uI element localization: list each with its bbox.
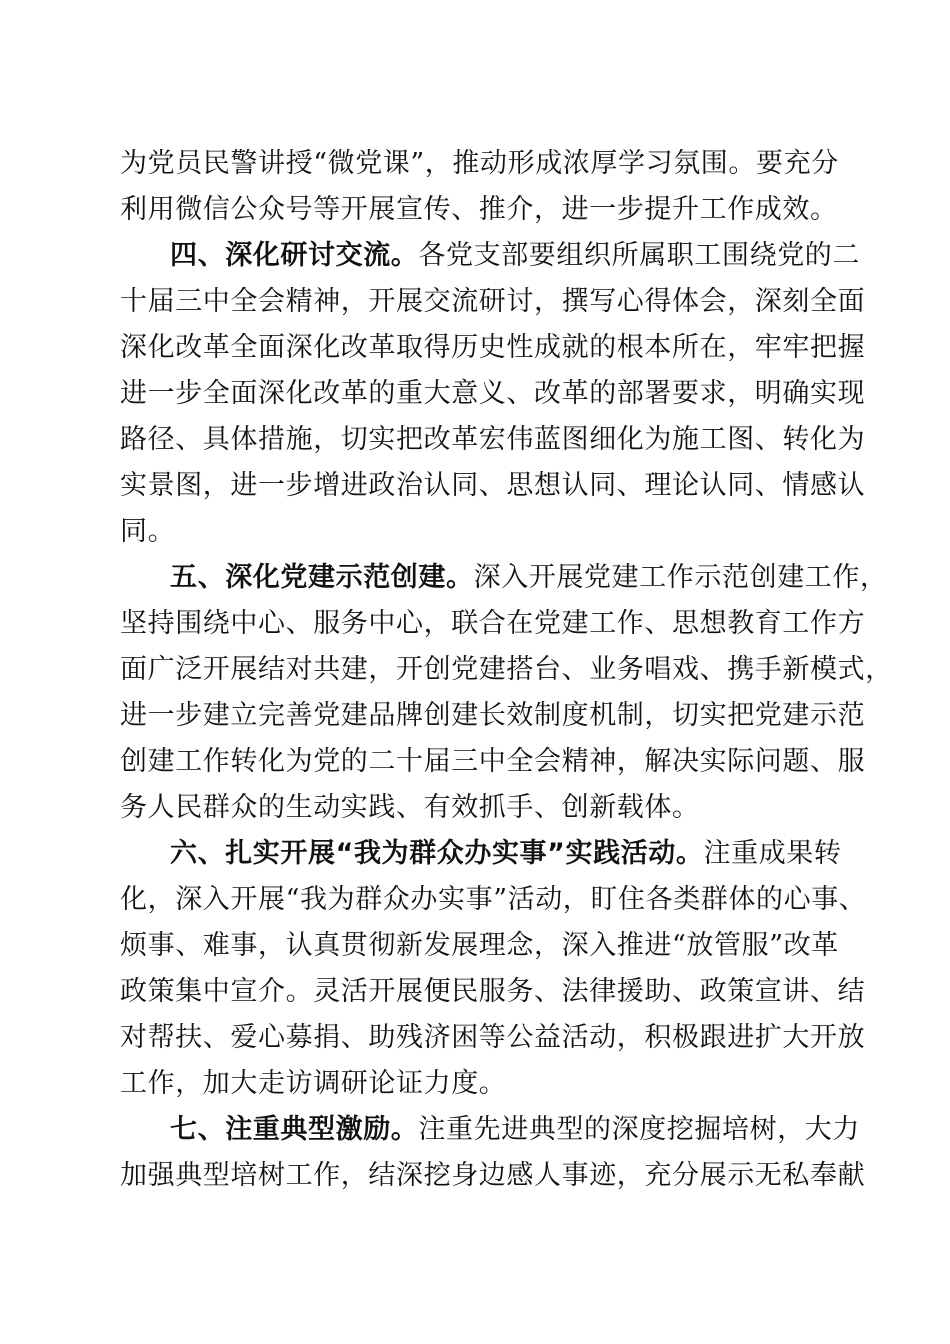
text-line: 实景图，进一步增进政治认同、思想认同、理论认同、情感认 <box>120 470 866 501</box>
text-line: 对帮扶、爱心募捐、助残济困等公益活动，积极跟进扩大开放 <box>120 1022 866 1053</box>
paragraph-first-line <box>170 1110 861 1150</box>
text-line: 创建工作转化为党的二十届三中全会精神，解决实际问题、服 <box>120 746 866 777</box>
text-line: 同。 <box>120 516 176 547</box>
text-line: 进一步全面深化改革的重大意义、改革的部署要求，明确实现 <box>120 378 866 409</box>
text-line: 政策集中宣介。灵活开展便民服务、法律援助、政策宣讲、结 <box>120 976 866 1007</box>
text-line: 坚持围绕中心、服务中心，联合在党建工作、思想教育工作方 <box>120 608 866 639</box>
section-heading: 六、扎实开展“我为群众办实事”实践活动。 <box>170 838 704 869</box>
text-run: 各党支部要组织所属职工围绕党的二 <box>418 240 861 271</box>
section-heading: 四、深化研讨交流。 <box>170 240 419 271</box>
paragraph-first-line <box>170 834 842 874</box>
section-heading: 五、深化党建示范创建。 <box>170 562 474 593</box>
text-line: 化，深入开展“我为群众办实事”活动，盯住各类群体的心事、 <box>120 884 867 915</box>
text-line: 加强典型培树工作，结深挖身边感人事迹，充分展示无私奉献 <box>120 1160 866 1191</box>
text-line: 面广泛开展结对共建，开创党建搭台、业务唱戏、携手新模式， <box>120 654 893 685</box>
text-line: 路径、具体措施，切实把改革宏伟蓝图细化为施工图、转化为 <box>120 424 866 455</box>
paragraph-first-line <box>170 558 888 598</box>
paragraph-first-line <box>170 236 861 276</box>
text-run: 深入开展党建工作示范创建工作， <box>473 562 888 593</box>
text-line: 务人民群众的生动实践、有效抓手、创新载体。 <box>120 792 700 823</box>
text-line: 深化改革全面深化改革取得历史性成就的根本所在，牢牢把握 <box>120 332 866 363</box>
text-line: 工作，加大走访调研论证力度。 <box>120 1068 507 1099</box>
text-run: 注重成果转 <box>703 838 842 869</box>
text-line: 为党员民警讲授“微党课”，推动形成浓厚学习氛围。要充分 <box>120 148 839 179</box>
text-line: 烦事、难事，认真贯彻新发展理念，深入推进“放管服”改革 <box>120 930 839 961</box>
text-line: 利用微信公众号等开展宣传、推介，进一步提升工作成效。 <box>120 194 838 225</box>
text-run: 注重先进典型的深度挖掘培树，大力 <box>418 1114 861 1145</box>
section-heading: 七、注重典型激励。 <box>170 1114 419 1145</box>
text-line: 进一步建立完善党建品牌创建长效制度机制，切实把党建示范 <box>120 700 866 731</box>
text-line: 十届三中全会精神，开展交流研讨，撰写心得体会，深刻全面 <box>120 286 866 317</box>
